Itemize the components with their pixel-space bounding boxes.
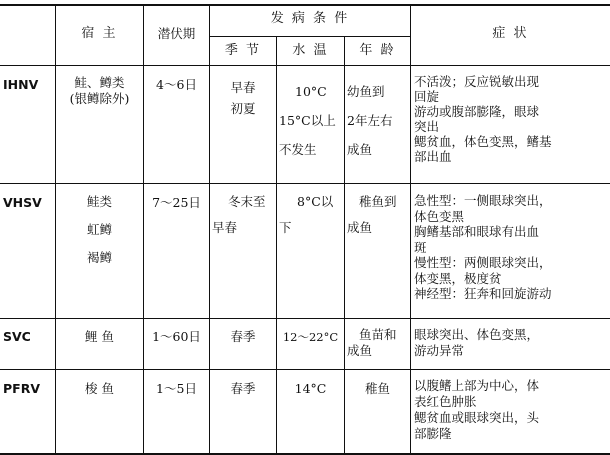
row-pfrv-host: 梭 鱼 — [85, 381, 114, 396]
table-top-rule — [0, 4, 610, 6]
row-svc-incubation: 1～60日 — [152, 329, 201, 344]
header-symptoms: 症 状 — [492, 26, 529, 41]
row-vhsv-incubation: 7～25日 — [152, 195, 201, 210]
row-pfrv-season: 春季 — [230, 381, 256, 396]
row-ihnv-incubation: 4～6日 — [156, 77, 197, 92]
row-ihnv-age: 幼鱼到 2年左右 成鱼 — [347, 84, 393, 157]
header-incubation: 潜伏期 — [157, 26, 196, 41]
row-vhsv-water-temp: 8°C以 下 — [279, 194, 334, 235]
row-vhsv-code: VHSV — [3, 195, 42, 210]
header-age: 年 龄 — [359, 43, 396, 58]
row-svc-age: 鱼苗和 成鱼 — [347, 327, 397, 358]
row-ihnv-host: 鲑、鳟类 (银鳟除外) — [69, 75, 130, 106]
header-conditions: 发 病 条 件 — [270, 11, 350, 26]
row-pfrv-incubation: 1～5日 — [156, 381, 197, 396]
header-season: 季 节 — [224, 43, 262, 58]
col-divider-conditions — [410, 4, 411, 455]
row-divider-ihnv-vhsv — [0, 183, 610, 184]
row-pfrv-age: 稚鱼 — [364, 381, 390, 396]
row-ihnv-water-temp: 10°C 15°C以上 不发生 — [279, 84, 336, 157]
row-svc-host: 鲤 鱼 — [85, 329, 114, 344]
row-svc-season: 春季 — [230, 329, 256, 344]
row-vhsv-host: 鲑类 虹鳟 褐鳟 — [86, 194, 112, 265]
row-ihnv-symptoms: 不活泼；反应锐敏出现 回旋 游动或腹部膨隆，眼球 突出 鳃贫血，体色变黑，鳍基 部出血 — [414, 74, 552, 164]
row-vhsv-season: 冬末至 早春 — [212, 194, 266, 235]
row-pfrv-water-temp: 14°C — [294, 381, 327, 396]
conditions-subheader-rule — [210, 36, 410, 37]
row-ihnv-season: 早春 初夏 — [230, 80, 256, 116]
row-svc-code: SVC — [3, 329, 31, 344]
row-svc-symptoms: 眼球突出、体色变黑， 游动异常 — [414, 327, 540, 358]
row-vhsv-age: 稚鱼到 成鱼 — [347, 194, 397, 235]
header-bottom-rule — [0, 65, 610, 66]
row-divider-svc-pfrv — [0, 369, 610, 370]
row-divider-vhsv-svc — [0, 318, 610, 319]
row-pfrv-code: PFRV — [3, 381, 40, 396]
header-water-temp: 水 温 — [292, 43, 329, 58]
row-ihnv-code: IHNV — [3, 77, 39, 92]
header-host: 宿 主 — [81, 26, 118, 41]
row-pfrv-symptoms: 以腹鳍上部为中心，体 表红色肿胀 鳃贫血或眼球突出，头 部膨隆 — [414, 378, 540, 441]
row-svc-water-temp: 12～22°C — [282, 330, 339, 344]
row-vhsv-symptoms: 急性型：一侧眼球突出， 体色变黑 胸鳍基部和眼球有出血 斑 慢性型：两侧眼球突出， 体变黑，极度贫 神经型：狂奔和回旋游动 — [414, 193, 552, 301]
